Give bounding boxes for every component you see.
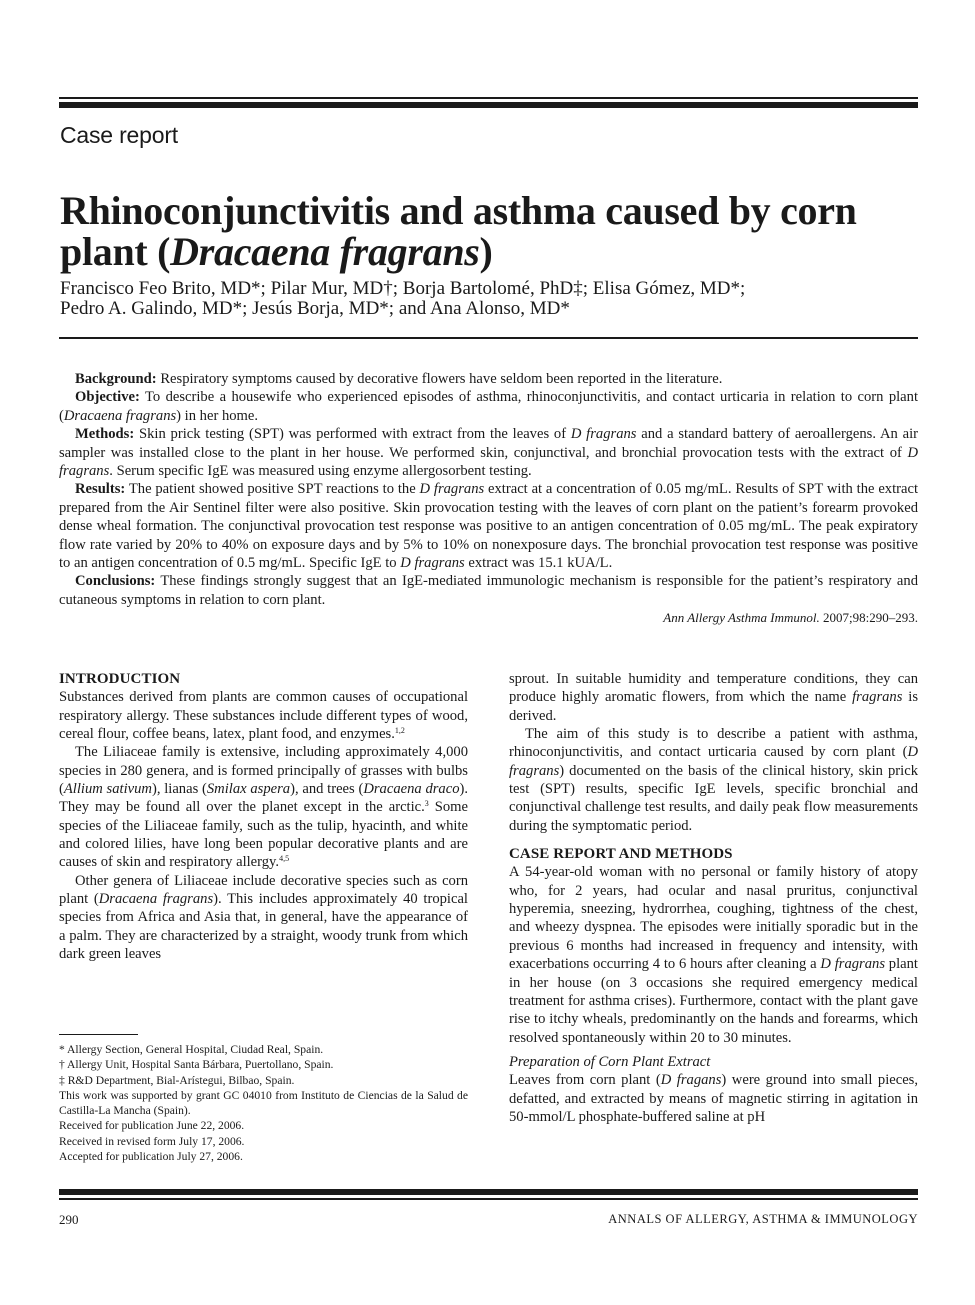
article-title: Rhinoconjunctivitis and asthma caused by corn plant (Dracaena fragrans) xyxy=(60,188,857,274)
footnote-accepted: Accepted for publication July 27, 2006. xyxy=(59,1150,243,1164)
abstract-background: Background: Respiratory symptoms caused by decorative flowers have seldom been reported in the literature. xyxy=(75,371,723,387)
extract-preparation-paragraph: Leaves from corn plant (D fragans) were ground into small pieces, defatted, and extracted by means of magnetic stirring in agitation in 50-mmol/L phosphate-buffered saline at pH xyxy=(509,1072,919,1125)
intro-paragraph-continued: sprout. In suitable humidity and temperature conditions, they can produce highly aromatic flowers, from which the name fragrans is derived. xyxy=(509,671,919,724)
introduction-heading: INTRODUCTION xyxy=(59,671,181,687)
abstract-methods: Methods: Skin prick testing (SPT) was performed with extract from the leaves of D fragrans and a standard battery of aeroallergens. An air sampler was installed close to the plant in her house. We performed skin, conjunctival, and bronchial provocation tests with the extract of D fragrans. Serum specific IgE was measured using enzyme allergosorbent testing. xyxy=(59,426,918,480)
right-column xyxy=(509,670,918,1126)
author-line-2: Pedro A. Galindo, MD*; Jesús Borja, MD*; and Ana Alonso, MD* xyxy=(60,298,570,319)
author-line-1: Francisco Feo Brito, MD*; Pilar Mur, MD†; Borja Bartolomé, PhD‡; Elisa Gómez, MD*; xyxy=(60,278,746,299)
top-rule-thin xyxy=(59,97,918,99)
abstract-conclusions: Conclusions: These findings strongly suggest that an IgE-mediated immunologic mechanism is responsible for the patient’s respiratory and cutaneous symptoms in relation to corn plant. xyxy=(59,573,919,608)
footnote-affiliation-1: * Allergy Section, General Hospital, Ciudad Real, Spain. xyxy=(59,1043,324,1056)
footnote-received: Received for publication June 22, 2006. xyxy=(59,1119,245,1133)
footnote-funding: This work was supported by grant GC 04010 from Instituto de Ciencias de la Salud de Castilla-La Mancha (Spain). xyxy=(59,1088,468,1118)
abstract xyxy=(59,370,918,627)
abstract-objective: Objective: To describe a housewife who experienced episodes of asthma, rhinoconjunctivitis, and contact urticaria in relation to corn plant (Dracaena fragrans) in her home. xyxy=(59,389,919,424)
bottom-rule-thin xyxy=(59,1198,918,1200)
citation: Ann Allergy Asthma Immunol. 2007;98:290–293. xyxy=(663,610,918,626)
case-report-paragraph: A 54-year-old woman with no personal or family history of atopy who, for 2 years, had ocular and nasal pruritus, conjunctival hyperemia, sneezing, hydrorrhea, coughing, tightness of the chest, and wheezy dyspnea. The episodes were initially sporadic but in the previous 6 months had increased in frequency and intensity, with exacerbations occurring 4 to 6 hours after cleaning a D fragrans plant in her house (on 3 occasions she required emergency medical treatment for asthma crises). Furthermore, contact with the plant gave rise to itchy wheals, predominantly on the hands and forearms, which resolved spontaneously within 20 to 30 minutes. xyxy=(509,864,918,1046)
footnote-affiliation-3: ‡ R&D Department, Bial-Arístegui, Bilbao, Spain. xyxy=(59,1073,295,1087)
bottom-rule-thick xyxy=(59,1189,918,1195)
intro-paragraph-1: Substances derived from plants are common causes of occupational respiratory allergy. These substances include different types of wood, cereal flour, coffee beans, latex, plant food, and enzymes.$^{1,2}$ xyxy=(59,689,468,743)
footnote-revised: Received in revised form July 17, 2006. xyxy=(59,1134,245,1148)
footnote-affiliation-2: † Allergy Unit, Hospital Santa Bárbara, Puertollano, Spain. xyxy=(59,1058,334,1072)
left-column xyxy=(59,670,468,964)
intro-paragraph-3: Other genera of Liliaceae include decorative species such as corn plant (Dracaena fragrans). This includes approximately 40 tropical species from Africa and Asia that, in general, have the appearance of a palm. They are characterized by a straight, woody trunk from which dark green leaves xyxy=(59,872,468,963)
intro-aim-paragraph: The aim of this study is to describe a patient with asthma, rhinoconjunctivitis, and contact urticaria caused by corn plant (D fragrans) documented on the basis of the clinical history, skin prick test (SPT) results, specific IgE levels, specific bronchial and conjunctival challenge test results, and daily peak flow measurements during the symptomatic period. xyxy=(509,726,918,834)
extract-preparation-subheading: Preparation of Corn Plant Extract xyxy=(509,1053,711,1070)
abstract-top-rule xyxy=(59,337,918,339)
abstract-results: Results: The patient showed positive SPT reactions to the D fragrans extract at a concentration of 0.05 mg/mL. Results of SPT with the extract prepared from the Air Sentinel filter were also positive. Skin provocation testing with the leaves of corn plant on the patient’s forearm provoked dense wheal formation. The conjunctival provocation test response was positive to an antigen concentration of 0.05 mg/mL. The peak expiratory flow rate varied by 20% to 40% on exposure days and by 5% to 10% on nonexposure days. The bronchial provocation test response was positive to an antigen concentration of 0.5 mg/mL. Specific IgE to D fragrans extract was 15.1 kUA/L. xyxy=(59,481,919,572)
case-report-heading: CASE REPORT AND METHODS xyxy=(509,846,733,863)
section-label: Case report xyxy=(60,122,178,148)
intro-paragraph-2: The Liliaceae family is extensive, including approximately 4,000 species in 280 genera, and is formed principally of grasses with bulbs (Allium sativum), lianas (Smilax aspera), and trees (Dracaena draco). They may be found all over the planet except in the arctic.$^3$ Some species of the Liliaceae family, such as the tulip, hyacinth, and white and colored lilies, have long been popular decorative plants and are causes of skin and respiratory allergy.$^{4,5}$ xyxy=(59,744,469,871)
page-number: 290 xyxy=(59,1212,79,1227)
top-rule-thick xyxy=(59,102,918,108)
footnotes xyxy=(59,1042,468,1164)
footnote-rule xyxy=(59,1034,138,1035)
author-list xyxy=(60,279,920,319)
journal-name: ANNALS OF ALLERGY, ASTHMA & IMMUNOLOGY xyxy=(608,1212,918,1226)
